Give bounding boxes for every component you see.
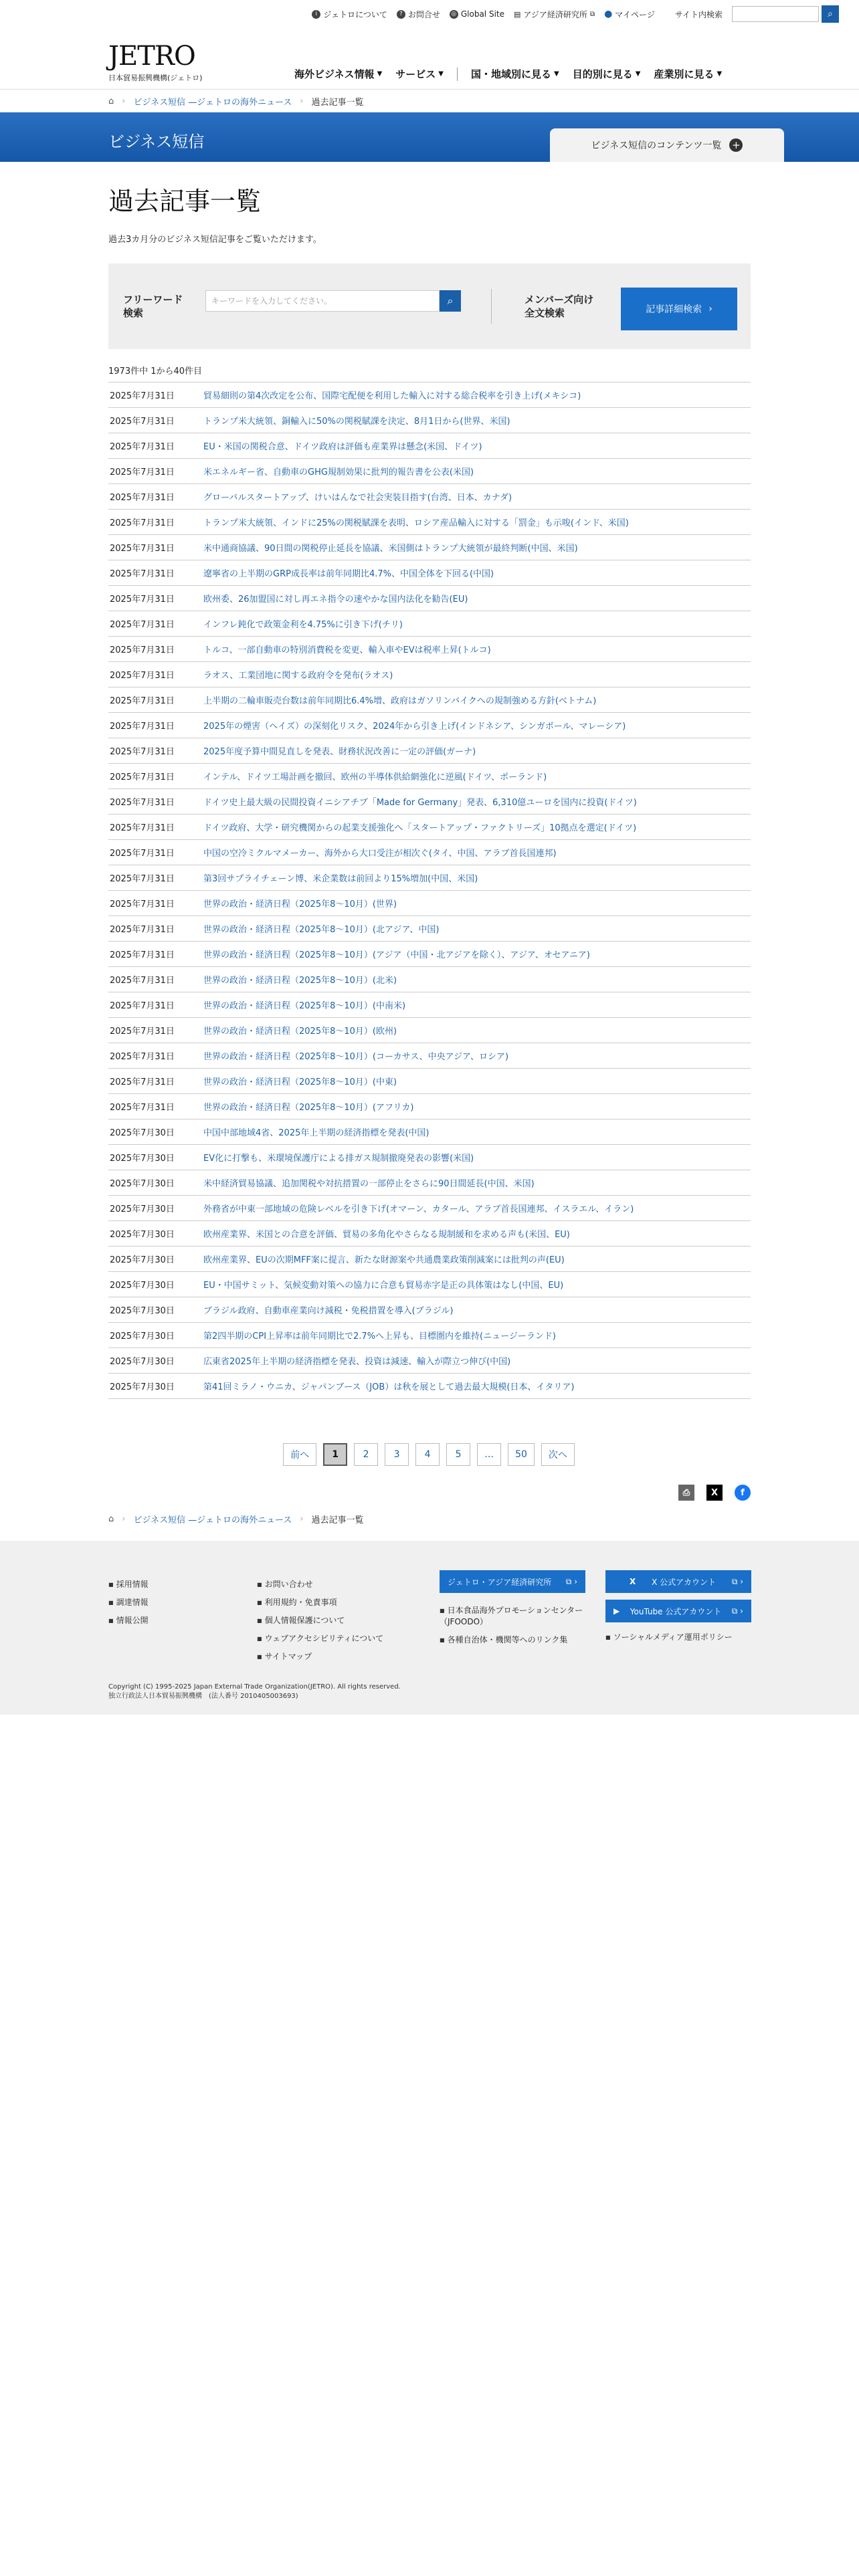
article-date: 2025年7月31日 — [110, 747, 175, 757]
utility-bar — [0, 0, 859, 29]
breadcrumb-separator: › — [300, 1513, 304, 1524]
article-date: 2025年7月31日 — [110, 899, 175, 909]
footer-links-col2 — [257, 1576, 383, 1666]
members-search-label: メンバーズ向け 全文検索 — [524, 294, 594, 319]
breadcrumb-current: 過去記事一覧 — [311, 97, 364, 108]
article-title-link[interactable]: グローバルスタートアップ、けいはんなで社会実装目指す(台湾、日本、カナダ) — [203, 493, 512, 503]
breadcrumb-business-news[interactable]: ビジネス短信 —ジェトロの海外ニュース — [133, 1515, 292, 1525]
breadcrumb — [0, 90, 859, 112]
table-row — [108, 738, 751, 764]
article-date: 2025年7月31日 — [110, 518, 175, 528]
article-date: 2025年7月31日 — [110, 569, 175, 579]
ide-link[interactable]: ▤ アジア経済研究所 ⧉ — [514, 9, 595, 19]
table-row — [108, 764, 751, 789]
utility-links — [312, 5, 839, 23]
article-date: 2025年7月31日 — [110, 645, 175, 655]
table-row — [108, 586, 751, 611]
table-row — [108, 840, 751, 865]
pager-next[interactable]: 次へ — [541, 1443, 575, 1466]
article-date: 2025年7月30日 — [110, 1306, 175, 1316]
article-title-link[interactable]: 世界の政治・経済日程（2025年8～10月）(欧州) — [203, 1027, 397, 1037]
footer-link-jfoodo[interactable]: ■ 日本食品海外プロモーションセンター（JFOODO） — [440, 1605, 585, 1628]
table-row — [108, 992, 751, 1018]
article-date: 2025年7月31日 — [110, 976, 175, 986]
home-icon[interactable]: ⌂ — [108, 96, 114, 106]
nav-by-region[interactable]: 国・地域別に見る ▼ — [470, 68, 559, 80]
article-date: 2025年7月31日 — [110, 1001, 175, 1011]
article-date: 2025年7月31日 — [110, 1077, 175, 1087]
article-title-link[interactable]: ドイツ史上最大級の民間投資イニシアチブ「Made for Germany」発表、6,310億ユーロを国内に投資(ドイツ) — [203, 798, 637, 808]
breadcrumb-separator: › — [122, 96, 126, 106]
table-row — [108, 1094, 751, 1119]
article-title-link[interactable]: 世界の政治・経済日程（2025年8～10月）(アジア（中国・北アジアを除く）、アジア、オセアニア) — [203, 950, 590, 960]
footer-link-sitemap[interactable]: ■ サイトマップ — [257, 1648, 383, 1666]
table-row — [108, 560, 751, 586]
section-banner — [0, 112, 859, 162]
chevron-down-icon: ▼ — [717, 70, 723, 78]
table-row — [108, 1145, 751, 1170]
search-panel — [108, 263, 751, 349]
article-title-link[interactable]: 2025年の煙害（ヘイズ）の深刻化リスク、2024年から引き上げ(インドネシア、シンガポール、マレーシア) — [203, 722, 626, 732]
site-search-button[interactable] — [822, 5, 839, 23]
site-search-label: サイト内検索 — [674, 9, 723, 19]
article-date: 2025年7月31日 — [110, 442, 175, 452]
article-title-link[interactable]: 米エネルギー省、自動車のGHG規制効果に批判的報告書を公表(米国) — [203, 467, 474, 477]
table-row — [108, 713, 751, 738]
global-nav — [294, 67, 722, 81]
article-title-link[interactable]: EU・中国サミット、気候変動対策への協力に合意も貿易赤字是正の具体策はなし(中国、EU) — [203, 1281, 564, 1291]
keyword-search-button[interactable] — [440, 290, 461, 312]
article-title-link[interactable]: 欧州産業界、EUの次期MFF案に提言、新たな財源案や共通農業政策削減案には批判の声(EU) — [203, 1255, 565, 1265]
table-row — [108, 1323, 751, 1348]
site-search-input[interactable] — [732, 6, 819, 22]
youtube-icon: ▶ — [613, 1606, 620, 1616]
article-title-link[interactable]: 第41回ミラノ・ウニカ、ジャパンブース（JOB）は秋を展として過去最大規模(日本、イタリア) — [203, 1382, 575, 1392]
table-row — [108, 535, 751, 560]
article-date: 2025年7月31日 — [110, 722, 175, 732]
article-date: 2025年7月31日 — [110, 1027, 175, 1037]
table-row — [108, 459, 751, 484]
contents-list-tab[interactable]: ビジネス短信のコンテンツ一覧 + — [550, 128, 784, 162]
breadcrumb-current: 過去記事一覧 — [311, 1515, 364, 1525]
print-icon[interactable]: ⎙ — [678, 1485, 694, 1501]
article-title-link[interactable]: ラオス、工業団地に関する政府令を発布(ラオス) — [203, 671, 393, 681]
youtube-account-button[interactable]: ▶ YouTube 公式アカウント ⧉ › — [605, 1600, 751, 1622]
article-title-link[interactable]: トランプ米大統領、銅輸入に50%の関税賦課を決定、8月1日から(世界、米国) — [203, 417, 510, 427]
table-row — [108, 815, 751, 840]
article-title-link[interactable]: 遼寧省の上半期のGRP成長率は前年同期比4.7%、中国全体を下回る(中国) — [203, 569, 494, 579]
article-title-link[interactable]: 世界の政治・経済日程（2025年8～10月）(北アジア、中国) — [203, 925, 440, 935]
nav-by-purpose[interactable]: 目的別に見る ▼ — [572, 68, 641, 80]
pagination — [107, 1443, 751, 1466]
chevron-down-icon: ▼ — [377, 70, 383, 78]
article-date: 2025年7月31日 — [110, 950, 175, 960]
pager-prev[interactable]: 前へ — [283, 1443, 316, 1466]
article-title-link[interactable]: 米中経済貿易協議、追加関税や対抗措置の一部停止をさらに90日間延長(中国、米国) — [203, 1179, 535, 1189]
article-title-link[interactable]: インフレ鈍化で政策金利を4.75%に引き下げ(チリ) — [203, 620, 403, 630]
table-row — [108, 1272, 751, 1297]
article-date: 2025年7月31日 — [110, 823, 175, 833]
external-link-icon: ⧉ — [589, 10, 595, 18]
article-date: 2025年7月31日 — [110, 925, 175, 935]
article-date: 2025年7月31日 — [110, 772, 175, 782]
breadcrumb-bottom — [0, 1507, 859, 1530]
article-title-link[interactable]: 中国の空冷ミクルマメーカー、海外から大口受注が相次ぐ(タイ、中国、アラブ首長国連邦) — [203, 849, 557, 859]
footer-link-procurement[interactable]: ■ 調達情報 — [108, 1594, 149, 1612]
pager-page[interactable]: 3 — [385, 1443, 409, 1466]
global-site-link[interactable]: ◎ Global Site — [450, 9, 504, 19]
article-title-link[interactable]: 世界の政治・経済日程（2025年8～10月）(アフリカ) — [203, 1103, 414, 1113]
table-row — [108, 1119, 751, 1145]
article-date: 2025年7月31日 — [110, 417, 175, 427]
footer-sns-links — [605, 1632, 759, 1650]
pager-page[interactable]: 4 — [415, 1443, 440, 1466]
article-date: 2025年7月31日 — [110, 849, 175, 859]
x-icon: X — [630, 1577, 636, 1586]
globe-icon: ◎ — [450, 10, 458, 19]
table-row — [108, 1247, 751, 1272]
article-title-link[interactable]: 世界の政治・経済日程（2025年8～10月）(中東) — [203, 1077, 397, 1087]
table-row — [108, 1043, 751, 1069]
article-date: 2025年7月30日 — [110, 1128, 175, 1138]
about-link[interactable]: i ジェトロについて — [312, 9, 387, 20]
question-icon: ? — [397, 10, 405, 19]
pager-page[interactable]: 50 — [508, 1443, 535, 1466]
nav-by-industry[interactable]: 産業別に見る ▼ — [654, 68, 723, 80]
table-row — [108, 408, 751, 433]
copyright: Copyright (C) 1995-2025 Japan External Trade Organization(JETRO). All rights reserved. 独立行政法人日本貿易振興機構 (法人番号 2010405003693) — [108, 1683, 401, 1700]
breadcrumb-business-news[interactable]: ビジネス短信 —ジェトロの海外ニュース — [133, 97, 292, 108]
footer-link-terms[interactable]: ■ 利用規約・免責事項 — [257, 1594, 383, 1612]
share-buttons — [108, 1485, 751, 1501]
advanced-search-button[interactable]: 記事詳細検索 › — [621, 288, 737, 330]
article-title-link[interactable]: 米中通商協議、90日間の関税停止延長を協議、米国側はトランプ大統領が最終判断(中国、米国) — [203, 544, 578, 554]
article-date: 2025年7月30日 — [110, 1230, 175, 1240]
site-header — [0, 29, 859, 90]
main-content — [0, 181, 859, 1501]
breadcrumb-separator: › — [122, 1513, 126, 1524]
footer-link-recruit[interactable]: ■ 採用情報 — [108, 1576, 149, 1594]
article-date: 2025年7月31日 — [110, 391, 175, 401]
footer-link-contact[interactable]: ■ お問い合わせ — [257, 1576, 383, 1594]
article-date: 2025年7月31日 — [110, 1103, 175, 1113]
table-row — [108, 1018, 751, 1043]
mypage-link[interactable]: ● マイページ — [604, 9, 655, 19]
article-title-link[interactable]: 外務省が中東一部地域の危険レベルを引き下げ(オマーン、カタール、アラブ首長国連邦、イスラエル、イラン) — [203, 1204, 634, 1214]
home-icon[interactable]: ⌂ — [108, 1513, 114, 1524]
article-title-link[interactable]: ブラジル政府、自動車産業向け減税・免税措置を導入(ブラジル) — [203, 1306, 454, 1316]
pager-page[interactable]: 2 — [354, 1443, 378, 1466]
facebook-icon[interactable]: f — [735, 1485, 751, 1501]
result-count: 1973件中 1から40件目 — [108, 366, 203, 377]
table-row — [108, 865, 751, 891]
footer-link-accessibility[interactable]: ■ ウェブアクセシビリティについて — [257, 1630, 383, 1648]
pager-page[interactable]: 5 — [446, 1443, 470, 1466]
table-row — [108, 1069, 751, 1094]
article-date: 2025年7月31日 — [110, 671, 175, 681]
chevron-down-icon: ▼ — [554, 70, 559, 78]
article-title-link[interactable]: 世界の政治・経済日程（2025年8～10月）(北米) — [203, 976, 397, 986]
article-date: 2025年7月30日 — [110, 1204, 175, 1214]
table-row — [108, 1297, 751, 1323]
nav-overseas-business[interactable]: 海外ビジネス情報 ▼ — [294, 68, 383, 80]
article-title-link[interactable]: ドイツ政府、大学・研究機関からの起業支援強化へ「スタートアップ・ファクトリーズ」10拠点を選定(ドイツ) — [203, 823, 637, 833]
table-row — [108, 611, 751, 637]
search-icon: ⌕ — [447, 294, 454, 307]
article-title-link[interactable]: 第2四半期のCPI上昇率は前年同期比で2.7%へ上昇も、目標圏内を維持(ニュージーランド) — [203, 1331, 556, 1341]
ide-button[interactable]: ジェトロ・アジア経済研究所 ⧉ › — [440, 1570, 585, 1593]
article-list — [108, 382, 751, 1399]
footer-link-sns-policy[interactable]: ■ ソーシャルメディア運用ポリシー — [605, 1632, 759, 1643]
pager-page-current[interactable]: 1 — [323, 1443, 347, 1466]
external-link-icon: ⧉ › — [731, 1576, 743, 1586]
article-title-link[interactable]: 世界の政治・経済日程（2025年8～10月）(世界) — [203, 899, 397, 909]
table-row — [108, 637, 751, 662]
article-title-link[interactable]: 世界の政治・経済日程（2025年8～10月）(中南米) — [203, 1001, 406, 1011]
article-date: 2025年7月31日 — [110, 493, 175, 503]
nav-services[interactable]: サービス ▼ — [395, 68, 444, 80]
x-icon[interactable]: X — [706, 1485, 723, 1501]
chevron-down-icon: ▼ — [635, 70, 641, 78]
article-date: 2025年7月31日 — [110, 696, 175, 706]
article-date: 2025年7月31日 — [110, 595, 175, 605]
pager-ellipsis: … — [477, 1443, 501, 1466]
chevron-down-icon: ▼ — [438, 70, 444, 78]
site-footer — [0, 1541, 859, 1715]
footer-org-links — [440, 1605, 585, 1652]
article-date: 2025年7月31日 — [110, 798, 175, 808]
article-date: 2025年7月30日 — [110, 1281, 175, 1291]
article-date: 2025年7月31日 — [110, 544, 175, 554]
user-icon: ● — [604, 9, 613, 19]
page-lead: 過去3カ月分のビジネス短信記事をご覧いただけます。 — [108, 235, 322, 245]
section-title: ビジネス短信 — [108, 132, 205, 151]
table-row — [108, 662, 751, 687]
footer-links-col1 — [108, 1576, 149, 1630]
article-date: 2025年7月30日 — [110, 1154, 175, 1164]
chevron-right-icon: › — [708, 304, 712, 314]
article-title-link[interactable]: トランプ米大統領、インドに25%の関税賦課を表明、ロシア産品輸入に対する「罰金」も示唆(インド、米国) — [203, 518, 629, 528]
x-account-button[interactable]: X X 公式アカウント ⧉ › — [605, 1570, 751, 1593]
article-title-link[interactable]: 上半期の二輪車販売台数は前年同期比6.4%増、政府はガソリンバイクへの規制強める方針(ベトナム) — [203, 696, 597, 706]
plus-icon: + — [729, 138, 743, 152]
article-date: 2025年7月31日 — [110, 874, 175, 884]
article-title-link[interactable]: 2025年度予算中間見直しを発表、財務状況改善に一定の評価(ガーナ) — [203, 747, 476, 757]
table-row — [108, 687, 751, 713]
article-title-link[interactable]: トルコ、一部自動車の特別消費税を変更、輸入車やEVは税率上昇(トルコ) — [203, 645, 491, 655]
table-row — [108, 891, 751, 916]
page-title: 過去記事一覧 — [108, 187, 262, 216]
article-date: 2025年7月30日 — [110, 1331, 175, 1341]
article-title-link[interactable]: 広東省2025年上半期の経済指標を発表、投資は減速、輸入が際立つ伸び(中国) — [203, 1357, 511, 1367]
table-row — [108, 1170, 751, 1196]
footer-link-privacy[interactable]: ■ 個人情報保護について — [257, 1612, 383, 1630]
table-row — [108, 789, 751, 815]
nav-divider — [457, 68, 458, 81]
article-date: 2025年7月30日 — [110, 1179, 175, 1189]
article-title-link[interactable]: 欧州産業界、米国との合意を評価、貿易の多角化やさらなる規制緩和を求める声も(米国、EU) — [203, 1230, 570, 1240]
table-row — [108, 383, 751, 408]
table-row — [108, 1221, 751, 1247]
table-row — [108, 433, 751, 459]
article-title-link[interactable]: EV化に打撃も、米環境保護庁による排ガス規制撤廃発表の影響(米国) — [203, 1154, 474, 1164]
external-link-icon: ⧉ › — [731, 1606, 743, 1616]
external-link-icon: ⧉ › — [565, 1576, 577, 1586]
article-title-link[interactable]: EU・米国の関税合意、ドイツ政府は評価も産業界は懸念(米国、ドイツ) — [203, 442, 482, 452]
article-date: 2025年7月31日 — [110, 467, 175, 477]
keyword-input[interactable]: キーワードを入力してください。 — [205, 290, 440, 312]
freeword-search-label: フリーワード 検索 — [123, 294, 183, 319]
info-icon: i — [312, 10, 320, 19]
footer-link-related[interactable]: ■ 各種自治体・機関等へのリンク集 — [440, 1634, 585, 1646]
table-row — [108, 484, 751, 510]
table-row — [108, 1374, 751, 1399]
table-row — [108, 1348, 751, 1374]
search-icon: ⌕ — [828, 9, 833, 19]
table-row — [108, 510, 751, 535]
article-title-link[interactable]: 貿易細則の第4次改定を公布、国際宅配便を利用した輸入に対する総合税率を引き上げ(メキシコ) — [203, 391, 581, 401]
breadcrumb-separator: › — [300, 96, 304, 106]
table-row — [108, 967, 751, 992]
article-title-link[interactable]: 第3回サプライチェーン博、米企業数は前回より15%増加(中国、米国) — [203, 874, 478, 884]
article-title-link[interactable]: 世界の政治・経済日程（2025年8～10月）(コーカサス、中央アジア、ロシア) — [203, 1052, 509, 1062]
jetro-logo[interactable]: JETRO 日本貿易振興機構(ジェトロ) — [108, 41, 203, 82]
article-date: 2025年7月30日 — [110, 1357, 175, 1367]
article-date: 2025年7月30日 — [110, 1255, 175, 1265]
article-title-link[interactable]: インテル、ドイツ工場計画を撤回、欧州の半導体供給網強化に逆風(ドイツ、ポーランド) — [203, 772, 547, 782]
table-row — [108, 942, 751, 967]
article-date: 2025年7月31日 — [110, 620, 175, 630]
book-icon: ▤ — [514, 9, 521, 19]
article-title-link[interactable]: 中国中部地域4省、2025年上半期の経済指標を発表(中国) — [203, 1128, 430, 1138]
article-title-link[interactable]: 欧州委、26加盟国に対し再エネ指令の速やかな国内法化を勧告(EU) — [203, 595, 468, 605]
search-divider — [491, 289, 492, 324]
contact-link[interactable]: ? お問合せ — [397, 9, 440, 20]
article-date: 2025年7月30日 — [110, 1382, 175, 1392]
footer-link-disclosure[interactable]: ■ 情報公開 — [108, 1612, 149, 1630]
table-row — [108, 916, 751, 942]
table-row — [108, 1196, 751, 1221]
article-date: 2025年7月31日 — [110, 1052, 175, 1062]
